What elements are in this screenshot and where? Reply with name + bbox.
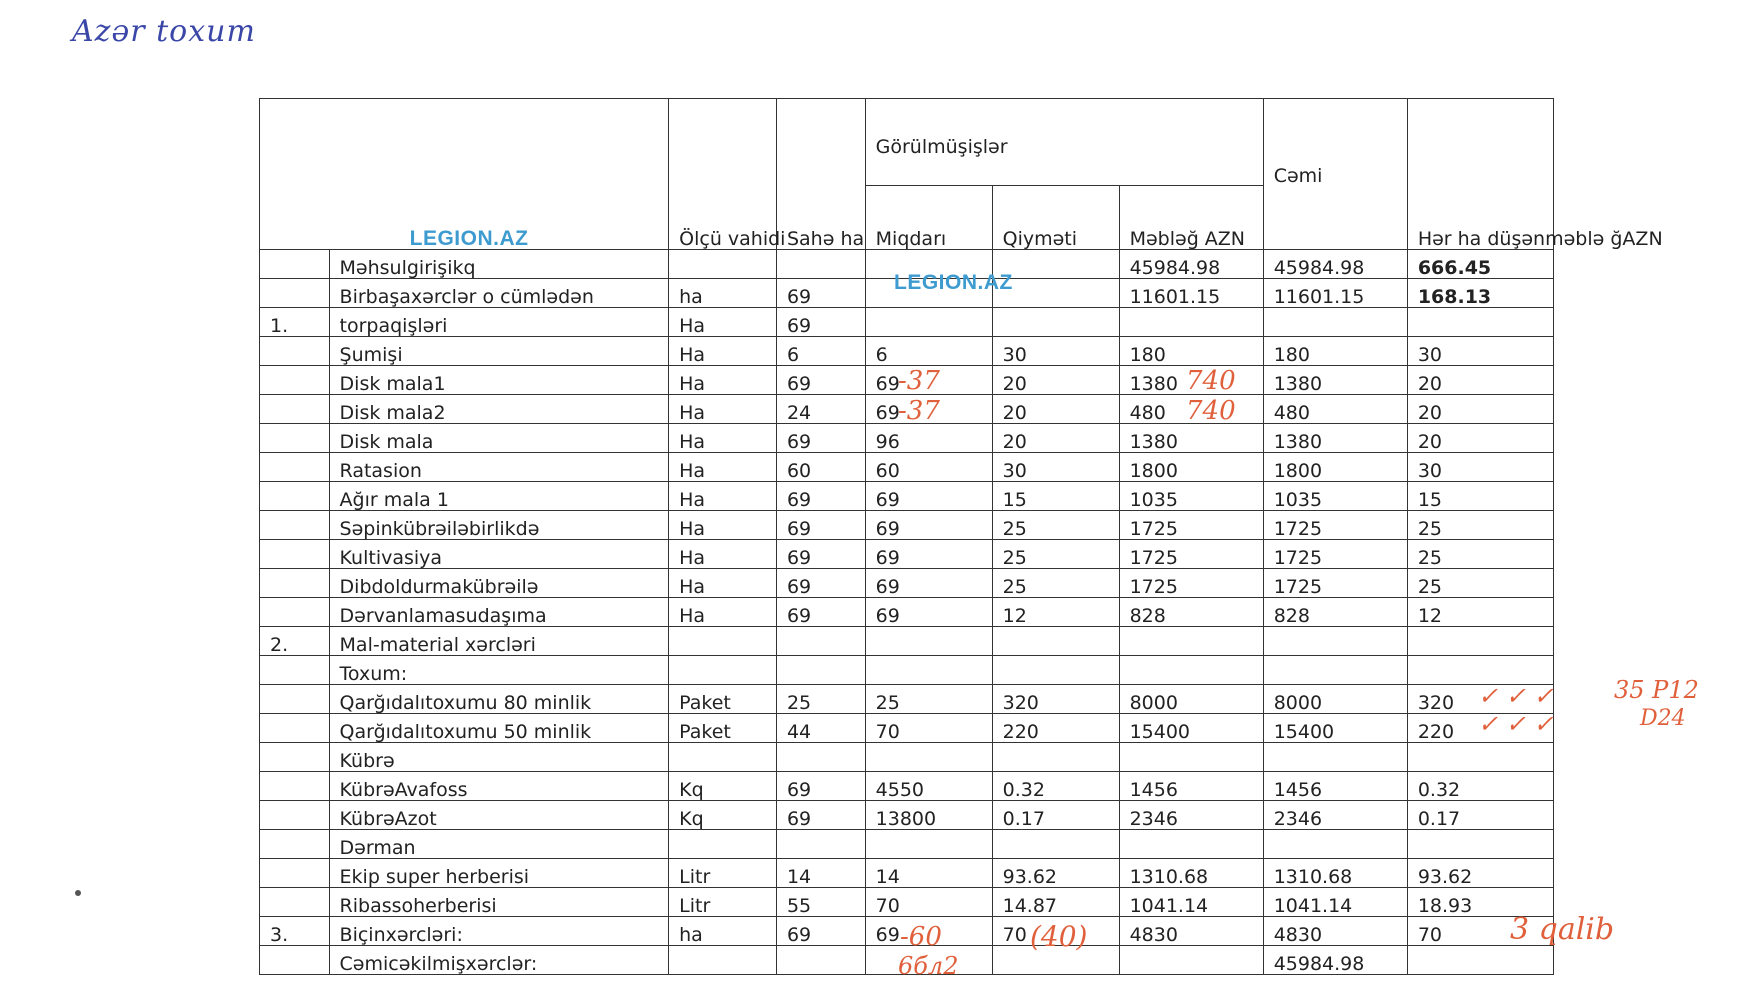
cell-num [260,743,330,772]
annotation-harvest-note: 3 qalib [1510,912,1615,947]
table-row [260,337,1554,366]
cell-name: Ekip super herberisi [329,859,669,888]
cell-price [992,627,1119,656]
cell-per-ha: 220 [1407,714,1553,743]
cell-num: 3. [260,917,330,946]
cell-unit: Ha [669,424,777,453]
cell-price: 14.87 [992,888,1119,917]
cell-qty: 69 [865,569,992,598]
cell-amount: 45984.98 [1119,250,1263,279]
cell-amount [1119,656,1263,685]
cell-per-ha: 25 [1407,569,1553,598]
table-row [260,714,1554,743]
cell-qty [865,308,992,337]
cell-per-ha [1407,946,1553,975]
cell-price: 220 [992,714,1119,743]
cell-amount [1119,946,1263,975]
cell-amount: 828 [1119,598,1263,627]
cell-area: 69 [776,279,865,308]
cell-price: 20 [992,395,1119,424]
cell-area: 69 [776,366,865,395]
cell-name: Ağır mala 1 [329,482,669,511]
cell-per-ha: 20 [1407,366,1553,395]
annotation-harvest-qty2: 6бл2 [898,952,959,980]
cell-price: 25 [992,511,1119,540]
cell-amount: 15400 [1119,714,1263,743]
cell-per-ha: 0.17 [1407,801,1553,830]
cell-area: 69 [776,801,865,830]
cell-per-ha: 25 [1407,540,1553,569]
cell-area: 25 [776,685,865,714]
cell-total: 1310.68 [1263,859,1407,888]
cell-qty: 6 [865,337,992,366]
cell-per-ha: 0.32 [1407,772,1553,801]
cell-amount: 1041.14 [1119,888,1263,917]
cell-per-ha: 25 [1407,511,1553,540]
annotation-disk2-amount: 740 [1186,396,1236,426]
cell-area: 69 [776,424,865,453]
cell-total: 11601.15 [1263,279,1407,308]
cell-area [776,743,865,772]
table-row [260,627,1554,656]
cell-total: 4830 [1263,917,1407,946]
cell-total: 180 [1263,337,1407,366]
cell-num [260,279,330,308]
cell-area: 69 [776,598,865,627]
cell-num [260,540,330,569]
cell-amount: 1380 [1119,424,1263,453]
cell-per-ha [1407,656,1553,685]
cell-name: Birbaşaxərclər o cümlədən [329,279,669,308]
cell-name: Dərvanlamasudaşıma [329,598,669,627]
table-row [260,859,1554,888]
cell-unit: Paket [669,714,777,743]
annotation-disk1-qty: -37 [898,366,940,396]
cell-per-ha: 20 [1407,424,1553,453]
cell-amount [1119,308,1263,337]
cell-name: Kultivasiya [329,540,669,569]
cell-price [992,743,1119,772]
cell-price [992,656,1119,685]
annotation-disk2-qty: -37 [898,396,940,426]
cell-total [1263,830,1407,859]
cell-price: 15 [992,482,1119,511]
cell-qty: 69 [865,366,992,395]
cell-amount: 1380 [1119,366,1263,395]
cell-per-ha: 15 [1407,482,1553,511]
cell-area: 55 [776,888,865,917]
cell-area: 69 [776,569,865,598]
ink-dot [75,890,81,896]
cell-unit: Litr [669,859,777,888]
cell-area: 60 [776,453,865,482]
cell-name: Cəmicəkilmişxərclər: [329,946,669,975]
cell-total [1263,743,1407,772]
cell-total: 1035 [1263,482,1407,511]
cell-per-ha: 168.13 [1407,279,1553,308]
cell-name: Qarğıdalıtoxumu 80 minlik [329,685,669,714]
cell-unit: Ha [669,366,777,395]
cell-total: 1800 [1263,453,1407,482]
cell-num [260,453,330,482]
cell-unit: Kq [669,772,777,801]
cell-num [260,395,330,424]
cell-total: 1725 [1263,540,1407,569]
cell-qty: 69 [865,540,992,569]
cell-per-ha: 70 [1407,917,1553,946]
table-row [260,569,1554,598]
cell-unit: Ha [669,337,777,366]
table-row [260,540,1554,569]
cell-qty: 25 [865,685,992,714]
cell-unit: Ha [669,540,777,569]
cell-name: Məhsulgirişikq [329,250,669,279]
cell-name: KübrəAzot [329,801,669,830]
cell-area [776,627,865,656]
table-row [260,656,1554,685]
header-total: Cəmi [1263,99,1407,250]
table-row [260,453,1554,482]
watermark-logo: LEGION.AZ [409,227,529,250]
cell-name: Şumişi [329,337,669,366]
cell-area: 69 [776,511,865,540]
cell-price: 30 [992,453,1119,482]
cell-name: KübrəAvafoss [329,772,669,801]
table-row [260,743,1554,772]
cell-amount [1119,743,1263,772]
annotation-seed-note-1: 35 Р12 [1614,676,1699,704]
cell-unit: Ha [669,308,777,337]
cell-num: 2. [260,627,330,656]
cell-area [776,250,865,279]
cell-amount: 1456 [1119,772,1263,801]
cell-amount: 1725 [1119,569,1263,598]
cell-qty [865,830,992,859]
cell-qty: 70 [865,714,992,743]
cell-name: Disk mala1 [329,366,669,395]
cell-name: Kübrə [329,743,669,772]
cell-price: 70 [992,917,1119,946]
cell-per-ha: 30 [1407,453,1553,482]
cell-name: Dibdoldurmakübrəilə [329,569,669,598]
cell-amount [1119,830,1263,859]
cell-amount: 1725 [1119,511,1263,540]
cell-price: 0.32 [992,772,1119,801]
cell-qty: 70 [865,888,992,917]
cell-amount: 180 [1119,337,1263,366]
header-works-done: Görülmüşişlər [865,99,1263,186]
cell-qty: 69 [865,395,992,424]
cell-amount: 8000 [1119,685,1263,714]
cell-qty [865,743,992,772]
cell-total: 480 [1263,395,1407,424]
cell-num [260,772,330,801]
cell-unit: Paket [669,685,777,714]
cell-num [260,946,330,975]
cell-name: Səpinkübrəiləbirlikdə [329,511,669,540]
table-row [260,772,1554,801]
cell-num [260,714,330,743]
cell-num [260,337,330,366]
cell-per-ha [1407,743,1553,772]
cell-per-ha: 666.45 [1407,250,1553,279]
cell-price: 320 [992,685,1119,714]
cell-unit: Kq [669,801,777,830]
cell-total: 828 [1263,598,1407,627]
cell-total: 1041.14 [1263,888,1407,917]
cell-name: Disk mala2 [329,395,669,424]
cell-qty: 96 [865,424,992,453]
cell-num [260,830,330,859]
cell-unit [669,946,777,975]
cell-total: 8000 [1263,685,1407,714]
annotation-seed-checks-1: ✓ ✓ ✓ [1478,682,1554,710]
cell-name: Biçinxərcləri: [329,917,669,946]
annotation-seed-note-2: D24 [1640,706,1686,731]
cell-unit: Ha [669,598,777,627]
annotation-seed-checks-2: ✓ ✓ ✓ [1478,710,1554,738]
cell-unit: Ha [669,482,777,511]
cell-total: 1725 [1263,569,1407,598]
cell-unit [669,830,777,859]
cell-price [992,830,1119,859]
cell-unit [669,250,777,279]
cell-amount: 2346 [1119,801,1263,830]
cell-qty: 60 [865,453,992,482]
cell-total: 1380 [1263,424,1407,453]
cell-qty: 69 [865,511,992,540]
cell-name: torpaqişləri [329,308,669,337]
header-area: Sahə ha [776,99,865,250]
cell-num [260,598,330,627]
cell-num [260,569,330,598]
cell-name: Toxum: [329,656,669,685]
cell-unit: Ha [669,453,777,482]
cell-area: 69 [776,482,865,511]
cell-price: 12 [992,598,1119,627]
cell-qty: 69 [865,598,992,627]
cell-area: 6 [776,337,865,366]
cell-unit [669,656,777,685]
cell-per-ha: 18.93 [1407,888,1553,917]
cell-price: 30 [992,337,1119,366]
table-row [260,424,1554,453]
table-row [260,308,1554,337]
cell-name: Disk mala [329,424,669,453]
cell-unit: Litr [669,888,777,917]
table-row [260,511,1554,540]
header-unit: Ölçü vahidi [669,99,777,250]
cell-qty: 69 [865,917,992,946]
table-row [260,482,1554,511]
cell-per-ha: 93.62 [1407,859,1553,888]
table-body [260,250,1554,975]
cell-total: 15400 [1263,714,1407,743]
cell-area: 69 [776,917,865,946]
header-price: Qiyməti [992,186,1119,250]
cell-num [260,511,330,540]
cell-num [260,656,330,685]
table-row [260,830,1554,859]
cell-unit: Ha [669,511,777,540]
cell-amount: 11601.15 [1119,279,1263,308]
cell-amount: 1800 [1119,453,1263,482]
cell-amount: 480 [1119,395,1263,424]
annotation-harvest-qty: -60 [900,922,942,952]
cell-per-ha: 20 [1407,395,1553,424]
cell-qty: 69 [865,482,992,511]
cell-num [260,859,330,888]
cell-per-ha: 12 [1407,598,1553,627]
cell-total: 45984.98 [1263,250,1407,279]
table-row [260,801,1554,830]
cell-num [260,482,330,511]
cell-area [776,946,865,975]
cell-total: 1725 [1263,511,1407,540]
cell-unit [669,743,777,772]
cell-area: 24 [776,395,865,424]
header-amount: Məbləğ AZN [1119,186,1263,250]
cell-unit: Ha [669,569,777,598]
table-row [260,685,1554,714]
cell-num: 1. [260,308,330,337]
cell-area: 69 [776,772,865,801]
cell-amount: 4830 [1119,917,1263,946]
cell-unit: Ha [669,395,777,424]
cell-total: 2346 [1263,801,1407,830]
cell-qty: 14 [865,859,992,888]
cell-unit: ha [669,917,777,946]
cell-qty: 4550 [865,772,992,801]
table-row [260,888,1554,917]
cell-amount: 1310.68 [1119,859,1263,888]
cell-area: 69 [776,308,865,337]
watermark-logo-center: LEGION.AZ [894,271,1013,294]
cell-area [776,656,865,685]
cell-total [1263,627,1407,656]
cell-area: 69 [776,540,865,569]
cell-num [260,801,330,830]
cell-per-ha: 30 [1407,337,1553,366]
cell-price: 25 [992,540,1119,569]
cell-total [1263,656,1407,685]
cell-price: 93.62 [992,859,1119,888]
table-row [260,598,1554,627]
cell-per-ha [1407,308,1553,337]
header-quantity: Miqdarı [865,186,992,250]
cell-qty: 13800 [865,801,992,830]
cell-price: 20 [992,366,1119,395]
cell-num [260,424,330,453]
cell-num [260,366,330,395]
annotation-harvest-price: (40) [1030,920,1088,953]
cell-area [776,830,865,859]
cell-amount: 1035 [1119,482,1263,511]
cell-per-ha: 320 [1407,685,1553,714]
cell-total: 1456 [1263,772,1407,801]
cell-amount [1119,627,1263,656]
cell-per-ha [1407,627,1553,656]
header-per-ha: Hər ha düşənməblə ğAZN [1407,99,1553,250]
cell-total: 45984.98 [1263,946,1407,975]
cell-qty [865,656,992,685]
cell-amount: 1725 [1119,540,1263,569]
cell-price: 20 [992,424,1119,453]
cell-num [260,250,330,279]
cell-num [260,888,330,917]
cell-name: Qarğıdalıtoxumu 50 minlik [329,714,669,743]
cell-qty [865,627,992,656]
cell-unit [669,627,777,656]
handwritten-title: Azər toxum [72,14,256,49]
cell-name: Ribassoherberisi [329,888,669,917]
cell-area: 44 [776,714,865,743]
cell-price: 25 [992,569,1119,598]
cell-price [992,308,1119,337]
cell-name: Dərman [329,830,669,859]
cell-per-ha [1407,830,1553,859]
cell-num [260,685,330,714]
cell-total [1263,308,1407,337]
cell-area: 14 [776,859,865,888]
cell-name: Mal-material xərcləri [329,627,669,656]
annotation-disk1-amount: 740 [1186,366,1236,396]
header-logo-cell [260,99,669,250]
cell-unit: ha [669,279,777,308]
cell-total: 1380 [1263,366,1407,395]
cell-price: 0.17 [992,801,1119,830]
cell-name: Ratasion [329,453,669,482]
